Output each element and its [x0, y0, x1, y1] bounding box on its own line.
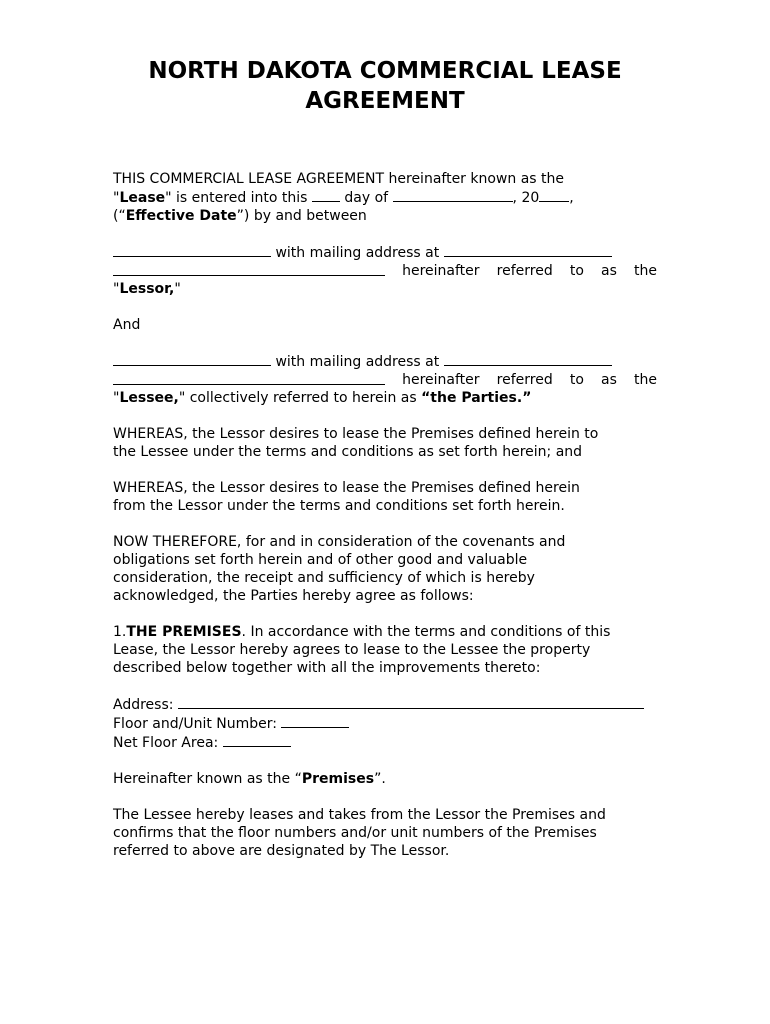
intro-text-d: ,: [569, 190, 574, 206]
hereinafter-text-a: Hereinafter known as the “: [113, 771, 302, 787]
lessee-line-2: [113, 371, 657, 389]
now-therefore-line-1: NOW THEREFORE, for and in consideration of the covenants and: [113, 534, 566, 550]
address-label: Address:: [113, 697, 174, 713]
word-hereinafter: hereinafter: [402, 263, 480, 279]
net-floor-field: [113, 733, 657, 752]
final-line-2: confirms that the floor numbers and/or unit numbers of the Premises: [113, 825, 597, 841]
word-referred: referred: [496, 263, 553, 279]
lessee-text: " collectively referred to herein as: [178, 390, 422, 406]
word-hereinafter: hereinafter: [402, 372, 480, 388]
whereas-1-line-1: WHEREAS, the Lessor desires to lease the Premises defined herein to: [113, 426, 599, 442]
word-the: the: [633, 263, 657, 279]
now-therefore-line-4: acknowledged, the Parties hereby agree as follows:: [113, 588, 474, 604]
lessee-line-1: [113, 352, 657, 371]
lessor-mailing-label: with mailing address at: [275, 245, 440, 261]
document-body: [113, 170, 657, 878]
lessor-line-1: [113, 243, 657, 262]
title-line-2: AGREEMENT: [305, 88, 465, 114]
intro-text-a: " is entered into this: [165, 190, 308, 206]
intro-text-b: day of: [344, 190, 389, 206]
floor-label: Floor and/Unit Number:: [113, 716, 277, 732]
hereinafter-paragraph: [113, 770, 657, 788]
quote-open: ": [113, 281, 120, 297]
premises-line-2: Lease, the Lessor hereby agrees to lease to the Lessee the property: [113, 642, 591, 658]
hereinafter-line: [113, 770, 657, 788]
quote-open: ": [113, 190, 120, 206]
word-to: to: [569, 372, 584, 388]
lease-term: Lease: [119, 190, 166, 206]
whereas-paragraph-2: [113, 479, 657, 515]
lessee-line-3: [113, 389, 657, 407]
section-heading: THE PREMISES: [126, 624, 242, 640]
address-blank[interactable]: [178, 695, 644, 709]
quote-close: ": [174, 281, 181, 297]
day-blank[interactable]: [312, 188, 340, 202]
lessor-paragraph: [113, 243, 657, 298]
now-therefore-paragraph: [113, 533, 657, 605]
intro-text-e: (“: [113, 208, 126, 224]
intro-line-2: [113, 188, 657, 207]
word-to: to: [569, 263, 584, 279]
quote-open: ": [113, 390, 120, 406]
lessee-mailing-label: with mailing address at: [275, 354, 440, 370]
section-number: 1.: [113, 624, 127, 640]
lessor-line-3: [113, 280, 657, 298]
lessee-name-blank[interactable]: [113, 352, 271, 366]
net-floor-label: Net Floor Area:: [113, 735, 219, 751]
whereas-1-line-2: the Lessee under the terms and conditions as set forth herein; and: [113, 444, 583, 460]
floor-field: [113, 714, 657, 733]
lessee-paragraph: [113, 352, 657, 407]
year-blank[interactable]: [539, 188, 569, 202]
premises-line-1: [113, 623, 657, 641]
premises-paragraph: [113, 623, 657, 677]
premises-text-1: . In accordance with the terms and conditions of this: [241, 624, 611, 640]
lessor-term: Lessor,: [119, 281, 175, 297]
premises-term: Premises: [301, 771, 375, 787]
document-title: [100, 56, 670, 116]
intro-paragraph: [113, 170, 657, 225]
floor-blank[interactable]: [281, 714, 349, 728]
hereinafter-text-b: ”.: [374, 771, 386, 787]
net-floor-blank[interactable]: [223, 733, 291, 747]
final-line-1: The Lessee hereby leases and takes from the Lessor the Premises and: [113, 807, 606, 823]
lessor-address-blank-2[interactable]: [113, 262, 385, 276]
now-therefore-line-2: obligations set forth herein and of other good and valuable: [113, 552, 528, 568]
lessor-name-blank[interactable]: [113, 243, 271, 257]
word-the: the: [633, 372, 657, 388]
lessor-line-2: [113, 262, 657, 280]
parties-term: “the Parties.”: [421, 390, 532, 406]
premises-line-3: described below together with all the improvements thereto:: [113, 660, 541, 676]
intro-line-3: [113, 207, 657, 225]
word-as: as: [601, 263, 617, 279]
final-paragraph: [113, 806, 657, 860]
final-line-3: referred to above are designated by The Lessor.: [113, 843, 450, 859]
title-line-1: NORTH DAKOTA COMMERCIAL LEASE: [148, 58, 622, 84]
whereas-paragraph-1: [113, 425, 657, 461]
now-therefore-line-3: consideration, the receipt and sufficiency of which is hereby: [113, 570, 535, 586]
and-paragraph: And: [113, 317, 141, 333]
intro-text-c: , 20: [512, 190, 540, 206]
effective-date-term: Effective Date: [125, 208, 237, 224]
word-referred: referred: [496, 372, 553, 388]
lessee-address-blank-2[interactable]: [113, 371, 385, 385]
lessee-address-blank[interactable]: [444, 352, 612, 366]
address-field: [113, 695, 657, 714]
whereas-2-line-1: WHEREAS, the Lessor desires to lease the Premises defined herein: [113, 480, 580, 496]
whereas-2-line-2: from the Lessor under the terms and conditions set forth herein.: [113, 498, 565, 514]
intro-line-1: THIS COMMERCIAL LEASE AGREEMENT hereinafter known as the: [113, 171, 565, 187]
month-blank[interactable]: [393, 188, 513, 202]
lessor-address-blank[interactable]: [444, 243, 612, 257]
word-as: as: [601, 372, 617, 388]
lessee-term: Lessee,: [119, 390, 179, 406]
premises-fields: [113, 695, 657, 752]
intro-text-f: ”) by and between: [236, 208, 367, 224]
